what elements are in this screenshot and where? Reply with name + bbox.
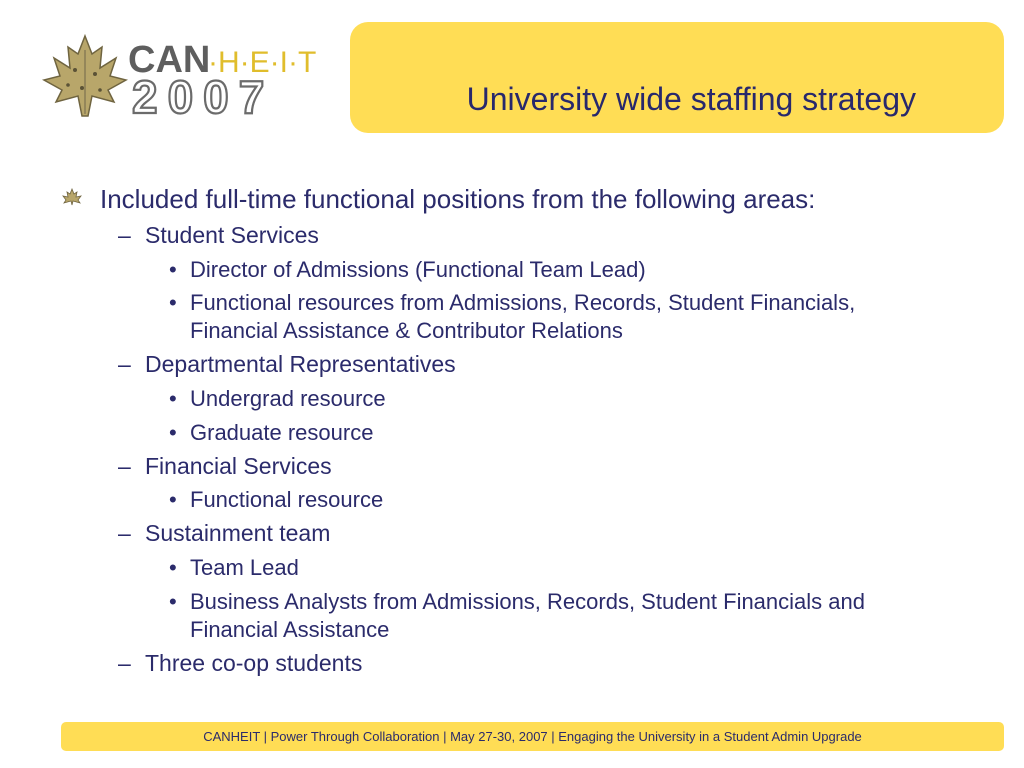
item-undergrad: Undergrad resource bbox=[190, 386, 386, 411]
item-team-lead: Team Lead bbox=[190, 555, 299, 580]
item-business-analysts-line1: Business Analysts from Admissions, Records, Student Financials and bbox=[190, 589, 865, 614]
footer-banner bbox=[61, 722, 1004, 751]
bullet-marker: • bbox=[169, 555, 177, 580]
dash-marker: – bbox=[118, 222, 131, 248]
dash-marker: – bbox=[118, 520, 131, 546]
dash-marker: – bbox=[118, 351, 131, 377]
slide-title: University wide staffing strategy bbox=[466, 81, 916, 117]
bullet-marker: • bbox=[169, 257, 177, 282]
bullet-marker: • bbox=[169, 487, 177, 512]
item-graduate: Graduate resource bbox=[190, 420, 374, 445]
item-functional-resource: Functional resource bbox=[190, 487, 384, 512]
bullet-marker: • bbox=[169, 386, 177, 411]
footer-text: CANHEIT | Power Through Collaboration | May 27-30, 2007 | Engaging the University in a Student Admin Upgrade bbox=[203, 729, 862, 744]
item-three-coop-students: Three co-op students bbox=[145, 650, 363, 676]
bullet-marker: • bbox=[169, 290, 177, 315]
logo-year: 2007 bbox=[132, 71, 275, 120]
item-business-analysts-line2: Financial Assistance bbox=[190, 617, 390, 642]
logo-brand-heit: ·H·E·I·T bbox=[208, 46, 317, 79]
item-functional-resources-line2: Financial Assistance & Contributor Relations bbox=[190, 318, 623, 343]
item-departmental-representatives: Departmental Representatives bbox=[145, 351, 456, 377]
bullet-marker: • bbox=[169, 420, 177, 445]
outline-level1-text: Included full-time functional positions from the following areas: bbox=[100, 184, 816, 214]
logo-brand-can: CAN bbox=[128, 39, 211, 81]
maple-leaf-bullet-icon bbox=[62, 188, 82, 211]
dash-marker: – bbox=[118, 650, 131, 676]
bullet-marker: • bbox=[169, 589, 177, 614]
item-student-services: Student Services bbox=[145, 222, 319, 248]
item-financial-services: Financial Services bbox=[145, 453, 332, 479]
item-functional-resources-line1: Functional resources from Admissions, Records, Student Financials, bbox=[190, 290, 856, 315]
item-sustainment-team: Sustainment team bbox=[145, 520, 331, 546]
dash-marker: – bbox=[118, 453, 131, 479]
item-director: Director of Admissions (Functional Team Lead) bbox=[190, 257, 646, 282]
